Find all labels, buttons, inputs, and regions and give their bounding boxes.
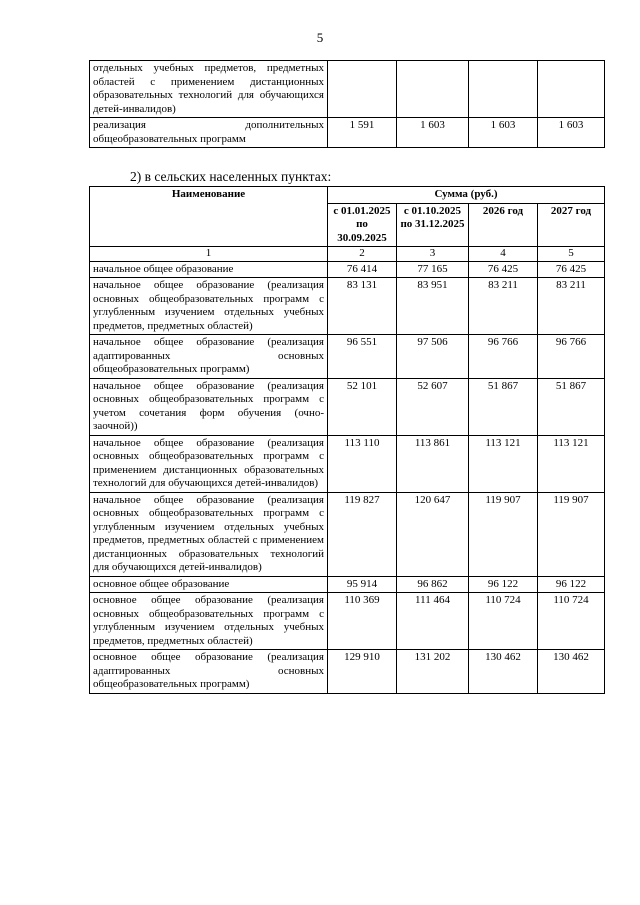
row-name: реализация дополнительных общеобразовательных программ [90,118,328,148]
row-value: 97 506 [397,335,469,379]
row-value: 95 914 [328,576,397,593]
row-name: основное общее образование [90,576,328,593]
row-value: 119 907 [469,492,538,576]
row-name: начальное общее образование (реализация основных общеобразовательных программ с углубленным изучением отдельных учебных предметов, предметных областей) [90,278,328,335]
table-row [90,378,605,435]
row-value: 110 724 [538,593,605,650]
section-heading: 2) в сельских населенных пунктах: [130,169,332,184]
row-value: 52 101 [328,378,397,435]
header-sum: Сумма (руб.) [328,187,605,204]
table-row [90,435,605,492]
row-name: основное общее образование (реализация адаптированных основных общеобразовательных программ) [90,650,328,694]
row-value: 1 591 [328,118,397,148]
row-value: 83 951 [397,278,469,335]
row-value: 110 369 [328,593,397,650]
page-number: 5 [316,30,324,45]
row-value: 131 202 [397,650,469,694]
row-value: 130 462 [538,650,605,694]
row-value: 113 110 [328,435,397,492]
column-number: 3 [397,247,469,262]
row-value: 76 425 [469,261,538,278]
row-value: 129 910 [328,650,397,694]
row-value: 51 867 [469,378,538,435]
table-row [90,118,605,148]
row-value: 96 766 [469,335,538,379]
row-value: 51 867 [538,378,605,435]
row-name: начальное общее образование [90,261,328,278]
table-row [90,261,605,278]
table-row [90,650,605,694]
row-value: 1 603 [538,118,605,148]
row-name: основное общее образование (реализация основных общеобразовательных программ с углубленным изучением отдельных учебных предметов, предметных областей) [90,593,328,650]
row-name: начальное общее образование (реализация основных общеобразовательных программ с углубленным изучением отдельных учебных предметов, предметных областей с применением дистанционных образовательных технологий для обучающихся детей-инвалидов) [90,492,328,576]
row-value: 77 165 [397,261,469,278]
table-row [90,335,605,379]
row-value [538,61,605,118]
row-value: 1 603 [469,118,538,148]
row-value [397,61,469,118]
continued-table [89,60,605,148]
row-name: начальное общее образование (реализация основных общеобразовательных программ с применением дистанционных образовательных технологий для обучающихся детей-инвалидов) [90,435,328,492]
row-value: 96 122 [469,576,538,593]
column-number: 2 [328,247,397,262]
row-value: 1 603 [397,118,469,148]
column-number-row [90,247,605,262]
column-number: 1 [90,247,328,262]
column-number: 5 [538,247,605,262]
row-value: 96 122 [538,576,605,593]
row-value: 96 551 [328,335,397,379]
column-number: 4 [469,247,538,262]
row-value: 130 462 [469,650,538,694]
header-period-1: с 01.01.2025 по 30.09.2025 [328,203,397,247]
row-value: 76 414 [328,261,397,278]
table-row [90,492,605,576]
row-value: 52 607 [397,378,469,435]
row-value: 96 766 [538,335,605,379]
header-period-4: 2027 год [538,203,605,247]
header-period-3: 2026 год [469,203,538,247]
row-name: отдельных учебных предметов, предметных областей с применением дистанционных образовательных технологий для обучающихся детей-инвалидов) [90,61,328,118]
row-value: 83 211 [469,278,538,335]
row-value: 83 131 [328,278,397,335]
row-value: 113 121 [469,435,538,492]
table-row [90,593,605,650]
row-value: 113 861 [397,435,469,492]
table-row [90,576,605,593]
row-value: 76 425 [538,261,605,278]
row-value: 113 121 [538,435,605,492]
row-name: начальное общее образование (реализация адаптированных основных общеобразовательных программ) [90,335,328,379]
header-period-2: с 01.10.2025 по 31.12.2025 [397,203,469,247]
row-value: 119 827 [328,492,397,576]
row-value: 96 862 [397,576,469,593]
row-value: 120 647 [397,492,469,576]
row-value: 111 464 [397,593,469,650]
header-row [90,187,605,204]
row-value [328,61,397,118]
row-value: 110 724 [469,593,538,650]
row-name: начальное общее образование (реализация основных общеобразовательных программ с учетом сочетания форм обучения (очно-заочной)) [90,378,328,435]
row-value: 119 907 [538,492,605,576]
rural-funding-table [89,186,605,694]
row-value: 83 211 [538,278,605,335]
table-row [90,278,605,335]
header-name: Наименование [90,187,328,247]
table-row [90,61,605,118]
row-value [469,61,538,118]
